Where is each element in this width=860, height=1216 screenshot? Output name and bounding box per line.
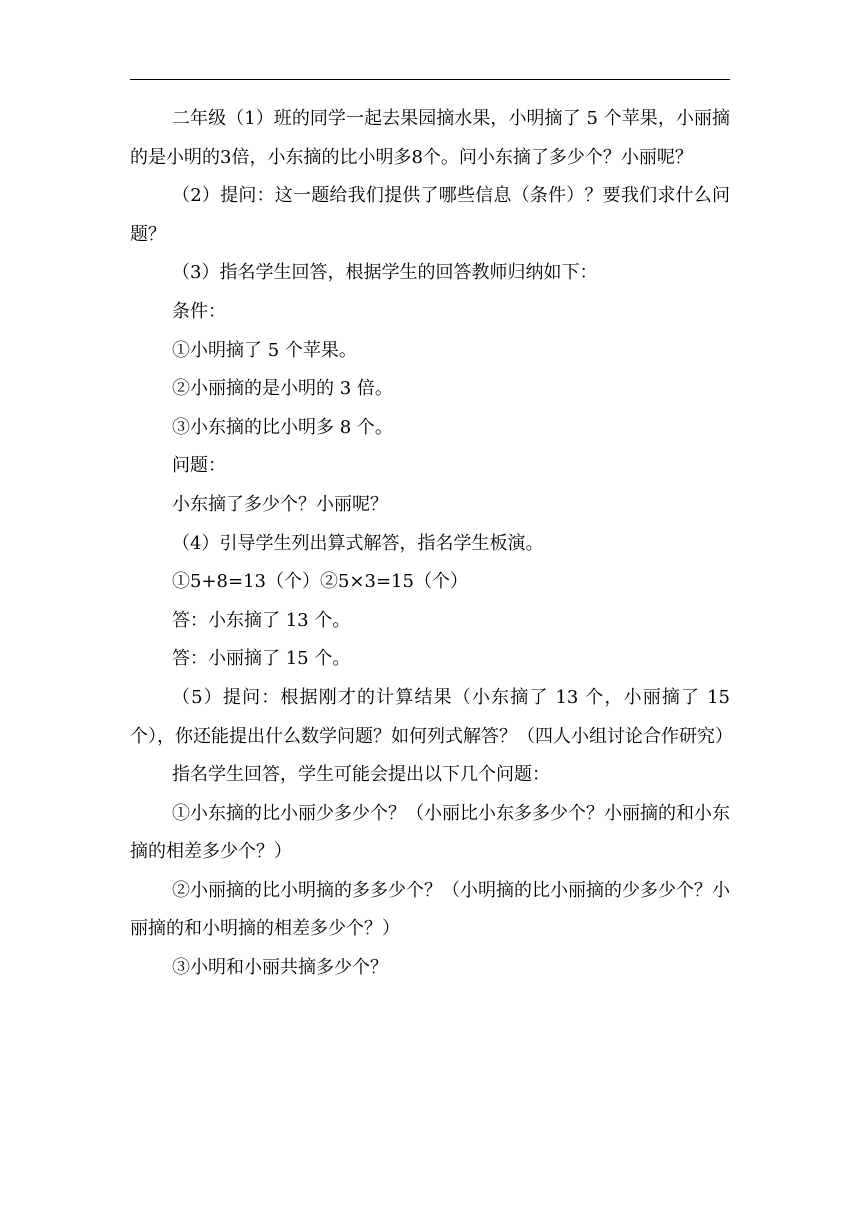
problem-heading: 问题： [172, 455, 226, 477]
document-body [130, 100, 733, 988]
student-question-2: ②小丽摘的比小明摘的多多少个？（小明摘的比小丽摘的少多少个？小丽摘的和小明摘的相差多少个？） [130, 879, 730, 940]
condition-3: ③小东摘的比小明多 8 个。 [172, 416, 393, 438]
problem-text: 小东摘了多少个？小丽呢？ [172, 493, 388, 515]
paragraph-step-5: （5）提问：根据刚才的计算结果（小东摘了 13 个，小丽摘了 15 个），你还能提出什么数学问题？如何列式解答？（四人小组讨论合作研究） [130, 686, 733, 747]
answer-2: 答：小丽摘了 15 个。 [172, 648, 351, 670]
paragraph-step-4: （4）引导学生列出算式解答，指名学生板演。 [172, 532, 544, 554]
student-question-3: ③小明和小丽共摘多少个？ [172, 957, 388, 979]
answer-1: 答：小东摘了 13 个。 [172, 609, 351, 631]
paragraph-problem: 二年级（1）班的同学一起去果园摘水果，小明摘了 5 个苹果，小丽摘的是小明的3倍，小东摘的比小明多8个。问小东摘了多少个？小丽呢？ [130, 108, 730, 168]
header-rule [130, 79, 730, 80]
equations: ①5+8=13（个）②5×3=15（个） [172, 571, 468, 593]
paragraph-student-answers: 指名学生回答，学生可能会提出以下几个问题： [172, 764, 550, 786]
condition-1: ①小明摘了 5 个苹果。 [172, 339, 357, 361]
condition-2: ②小丽摘的是小明的 3 倍。 [172, 378, 393, 400]
paragraph-step-3: （3）指名学生回答，根据学生的回答教师归纳如下： [172, 262, 598, 284]
student-question-1: ①小东摘的比小丽少多少个？（小丽比小东多多少个？小丽摘的和小东摘的相差多少个？） [130, 802, 730, 863]
conditions-heading: 条件： [172, 300, 226, 322]
paragraph-question-2: （2）提问：这一题给我们提供了哪些信息（条件）？要我们求什么问题？ [130, 185, 730, 245]
